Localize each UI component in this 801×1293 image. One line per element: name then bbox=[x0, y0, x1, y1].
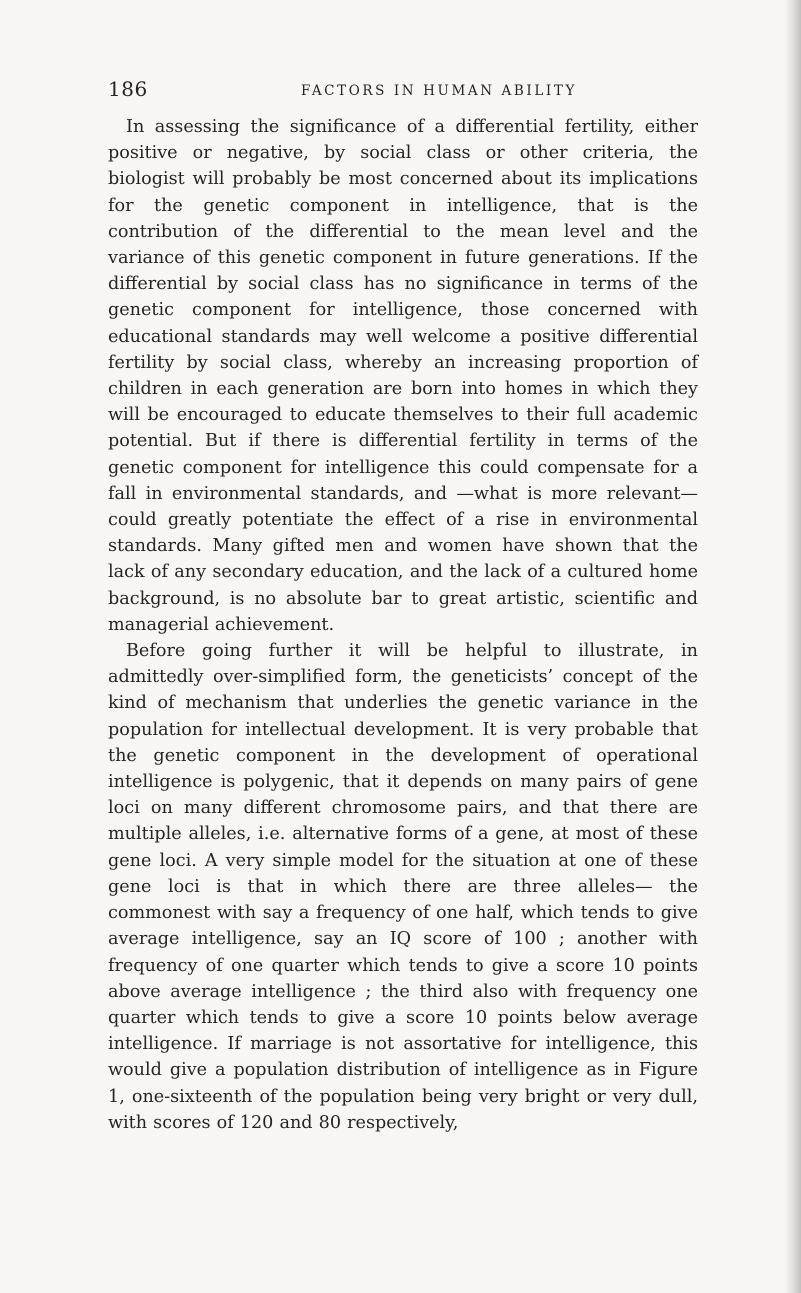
paragraph-genetic-mechanism: Before going further it will be helpful to illustrate, in admittedly over-simplified form, the geneticists’ concept of the kind of mechanism that underlies the genetic variance in the population for intellectual development. It is very probable that the genetic component in the development of operational intelligence is polygenic, that it depends on many pairs of gene loci on many different chromosome pairs, and that there are multiple alleles, i.e. alternative forms of a gene, at most of these gene loci. A very simple model for the situation at one of these gene loci is that in which there are three alleles— the commonest with say a frequency of one half, which tends to give average intelligence, say an IQ score of 100 ; another with frequency of one quarter which tends to give a score 10 points above average intelligence ; the third also with frequency one quarter which tends to give a score 10 points below average intelligence. If marriage is not assortative for intelligence, this would give a population distribution of intelligence as in Figure 1, one-sixteenth of the population being very bright or very dull, with scores of 120 and 80 respectively, bbox=[108, 641, 698, 1133]
page-header bbox=[108, 74, 698, 104]
body-text bbox=[108, 114, 698, 1136]
running-head: FACTORS IN HUMAN ABILITY bbox=[301, 83, 577, 99]
paragraph-differential-fertility: In assessing the significance of a differential fertility, either positive or negative, by social class or other criteria, the biologist will probably be most concerned about its implications for the genetic component in intelligence, that is the contribution of the differential to the mean level and the variance of this genetic component in future generations. If the differential by social class has no significance in terms of the genetic component for intelligence, those concerned with educational standards may well welcome a positive differential fertility by social class, whereby an increasing proportion of children in each generation are born into homes in which they will be encouraged to educate themselves to their full academic potential. But if there is differential fertility in terms of the genetic component for intelligence this could compensate for a fall in environmental standards, and —what is more relevant— could greatly potentiate the effect of a rise in environmental standards. Many gifted men and women have shown that the lack of any secondary education, and the lack of a cultured home background, is no absolute bar to great artistic, scientific and managerial achievement. bbox=[108, 117, 698, 635]
page-number: 186 bbox=[108, 77, 148, 101]
page-edge-shadow bbox=[785, 0, 801, 1293]
